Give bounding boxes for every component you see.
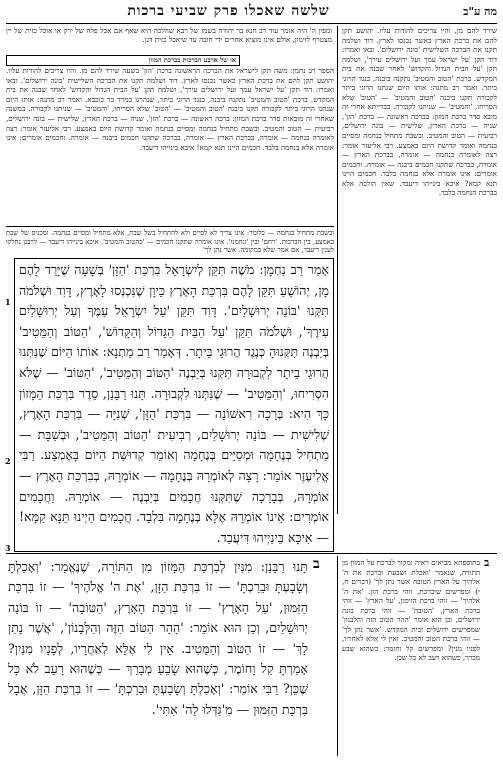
mid-note: ובשבת מתחיל בנחמה — כלומר: אינו צריך לא לסיים ולא להתחיל בשל שבת, אלא מתחיל ומסיים בנחמה. ומכניס של שבת באמצע, בין הברכות. 'רחם' ובין 'ונחמנו'. אינו אומרה שתקנו חכמים — 'כהטוב והמטיב'. איכא בינייהו דיעבד — לרבנן נחלקו לענין דיעבד, אם אמר שלא במקומה. אשר נתן לך'	[6, 229, 334, 255]
bottom-column-divider	[337, 556, 338, 756]
boxed-note: או של ארבע הברכות בברכת המזון	[6, 55, 240, 66]
right-commentary: שירד להם מן, והיו צריכים להודות עליו. יהושע תקן להם את ברכת הארץ כאשר נכנסו לארץ. דוד ושלמה תקנו את הברכה השלישית 'בונה ירושלים'. ובאו ואמרו: דוד תקן 'על ישראל עמך ועל ירושלים עירך', ושלמה תקן 'על הבית הגדול והקדוש' לאחר שבנה את בית המקדש. ברכת 'הטוב והמטיב' נתקנה ביבנה, כנגד הרוגי ביתר. ואמר רב מתנה: אותו היום שנתנו הרוגי ביתר לקבורה תקנו ביבנה 'הטוב והמטיב' — 'הטוב' שלא הסריחו, 'והמטיב' — שניתנו לקבורה. בברייתא אחרי זה מובא סדר ברכת המזון: בברכה ראשונה — ברכת 'הזן', שניה — ברכת הארץ, שלישית — בונה ירושלים, רביעית — הטוב והמטיב. ובשבת מתחיל בנחמה ומסיים בנחמה ואומר קדושת היום באמצע. רבי אליעזר אומר: רצה לאומרה בנחמה — אומרה, בברכת הארץ — אומרה, בברכה שתקנו חכמים ביבנה — אומרה. וחכמים אומרים: אינו אומרה אלא בנחמה בלבד. חכמים היינו תנא קמא? איכא בינייהו דיעבד. שאין הולכה אלא בברכת הנחמה בלבד.	[342, 26, 497, 198]
mid-note-rule	[6, 226, 334, 227]
right-bottom-commentary: בתוספתא מביאים ראיה ומקור לברכת על המזון מן התורה, שנאמר 'ואכלת ושבעת וברכת את ה' אלהיך על הארץ הטובה אשר נתן לך' (דברים ח, י) ומפרשים שיברכת, זוהי ברכת הזן. 'את ה' אלהיך' — זוהי ברכת הזימון, 'על הארץ' — זוהי ברכת הארץ, 'הטובה' — זוהי ברכת בונה ירושלים, וכן הוא אומר 'ההר הטוב הזה והלבנון' שמפרשים ירושלים ובית המקדש. 'אשר נתן לך' — זוהי ברכת הטוב והמטיב. ואין לי אלא לאחריו, לפניו מנין? ומפרשים קל וחומר: כשהוא שבע מברך, כשהוא רעב לא כל שכן.	[342, 558, 480, 662]
left-commentary: הספר רב נחמן: משה תקן לישראל את הברכה הראשונה ברכת 'הזן' בשעה שירד להם מן. והיו צריכים להודות עליו. יהושע תקן להם את ברכת הארץ כאשר נכנסו לארץ. דוד ושלמה תקנו את הברכה השלישית 'בונה ירושלים'. ובאו ואמרו: דוד תקן 'על ישראל עמך ועל ירושלים עירך', ושלמה תקן 'על הבית הגדול והקדוש' לאחר שבנה את בית המקדש. ברכת 'הטוב והמטיב' נתקנה ביבנה, כנגד הרוגי ביתר, שנהרגו במרד בר כוכבא. ואמר רב מתנה: אותו היום שנתנו הרוגי ביתר לקבורה תקנו ביבנה 'הטוב והמטיב' — 'הטוב' שלא הסריחו, 'והמטיב' — שניתנו לקבורה. במשנה שאחרי זה מובאות סדר ברכת המזון: ברכה ראשונה — ברכת 'הזן', שניה — ברכת הארץ, שלישית — בונה ירושלים, רביעית — הטוב והמטיב. ובשבת מתחיל בנחמה ומסיים בנחמה ואומר קדושת היום באמצע. רבי אליעזר אומר: רצה לאומרה בנחמה — אומרה, בברכת הארץ — אומרה, בברכה שתקנו חכמים ביבנה — אומרה. וחכמים אומרים: אינו אומרה אלא בנחמה בלבד. חכמים היינו תנא קמא! איכא בינייהו דיעבד.	[6, 66, 334, 152]
main-gemara-text: אָמַר רַב נַחְמָן: מֹשֶׁה תִּקֵּן לְיִשְׂרָאֵל בִּרְכַּת 'הַזָּן' בְּשָׁעָה שֶׁיָּרַד לָהֶם מָן, יְהוֹשֻׁעַ תִּקֵּן לָהֶם בִּרְכַּת הָאָרֶץ כֵּיוָן שֶׁנִּכְנְסוּ לָאָרֶץ, דָּוִד וּשְׁלֹמֹה תִּקְּנוּ 'בּוֹנֵה יְרוּשָׁלַיִם'. דָּוִד תִּקֵּן 'עַל יִשְׂרָאֵל עַמֶּךָ וְעַל יְרוּשָׁלַיִם עִירֶךָ', וּשְׁלֹמֹה תִּקֵּן 'עַל הַבַּיִת הַגָּדוֹל וְהַקָּדוֹשׁ', 'הַטּוֹב וְהַמֵּטִיב' בְּיַבְנֶה תִּקְּנוּהָ כְּנֶגֶד הֲרוּגֵי בֵּיתָר. דְּאָמַר רַב מַתְנָא: אוֹתוֹ הַיּוֹם שֶׁנִּתְּנוּ הֲרוּגֵי בֵיתָר לִקְבוּרָה תִּקְּנוּ בְּיַבְנֶה 'הַטּוֹב וְהַמֵּטִיב', 'הַטּוֹב' — שֶׁלֹּא הִסְרִיחוּ, 'וְהַמֵּטִיב' — שֶׁנִּתְּנוּ לִקְבוּרָה. תָּנוּ רַבָּנַן, סֵדֶר בִּרְכַּת הַמָּזוֹן כָּךְ הִיא: בְּרָכָה רִאשׁוֹנָה — בִּרְכַּת 'הַזָּן', שְׁנִיָּה — בִּרְכַּת הָאָרֶץ, שְׁלִישִׁית — בּוֹנֵה יְרוּשָׁלַיִם, רְבִיעִית 'הַטּוֹב וְהַמֵּטִיב', וּבְשַׁבָּת — מַתְחִיל בְּנֶחָמָה וּמְסַיֵּים בְּנֶחָמָה וְאוֹמֵר קְדוּשַּׁת הַיּוֹם בָּאֶמְצַע. רַבִּי אֱלִיעֶזֶר אוֹמֵר: רָצָה לְאוֹמְרָהּ בְּנֶחָמָה — אוֹמְרָהּ, בְּבִרְכַּת הָאָרֶץ — אוֹמְרָהּ, בְּבָרָכָה שֶׁתִּקְּנוּ חֲכָמִים בְּיַבְנֶה — אוֹמְרָהּ. וַחֲכָמִים אוֹמְרִים: אֵינוֹ אוֹמְרָהּ אֶלָּא בְּנֶחָמָה בִּלְבָד. חֲכָמִים הַיְינוּ תַּנָּא קַמָּא! — אִיכָּא בֵּינַיְיהוּ דִּיעֲבַד.	[19, 262, 329, 545]
top-commentary: ומפין ה' היה אומר עוד רב חנא בר יהודה בשמו של רבא שהלכה היא שאף אם אכל פלח של ירק או אוכל כזית של יין מצטרף לזימון, אולם אינו מוציא אחרים ידי חובה עד שיאכל כזית דגן.	[6, 26, 332, 45]
line-marker-3: 3	[5, 543, 11, 553]
section-b-letter: ב	[313, 556, 320, 572]
page-title: שלשה שאכלו פרק שביעי ברכות	[127, 3, 330, 19]
right-bottom-letter: ב	[484, 556, 490, 569]
section-b-text: תָּנוּ רַבָּנַן: מִנַּיִן לְבִרְכַּת הַמָּזוֹן מִן הַתּוֹרָה, שֶׁנֶּאֱמַר: 'וְאָכַלְתָּ וְשָׂבָעְתָּ וּבֵרַכְתָּ' — זוֹ בִּרְכַּת הַזָּן, 'אֶת ה' אֱלֹהֶיךָ' — זוֹ בִּרְכַּת הַזִּמּוּן, 'עַל הָאָרֶץ' — זוֹ בִּרְכַּת הָאָרֶץ, 'הַטּוֹבָה' — זוֹ בּוֹנֵה יְרוּשָׁלַיִם, וְכֵן הוּא אוֹמֵר: 'הָהָר הַטּוֹב הַזֶּה וְהַלְּבָנוֹן', 'אֲשֶׁר נָתַן לָךְ' — זוֹ הַטּוֹב וְהַמֵּטִיב. אֵין לִי אֶלָּא לְאַחֲרָיו, לְפָנָיו מִנַּיִן? אָמַרְתָּ קַל וָחוֹמֶר, כְּשֶׁהוּא שָׂבֵעַ מְבָרֵךְ — כְּשֶׁהוּא רָעֵב לֹא כָּל שֶׁכֵּן? רַבִּי אוֹמֵר: 'וְאָכַלְתָּ וְשָׂבָעְתָּ וּבֵרַכְתָּ' — זוֹ בִּרְכַּת הַזָּן, אֲבָל בִּרְכַּת הַזִּמּוּן — מִ'גַּדְּלוּ לַה' אִתִּי'.	[8, 559, 308, 717]
line-marker-2: 2	[5, 456, 11, 466]
column-divider	[337, 26, 338, 514]
section-b-rule	[6, 553, 497, 554]
folio-number: מה ע"ב	[463, 5, 497, 18]
page-header	[6, 3, 497, 24]
line-marker-1: 1	[5, 297, 11, 307]
